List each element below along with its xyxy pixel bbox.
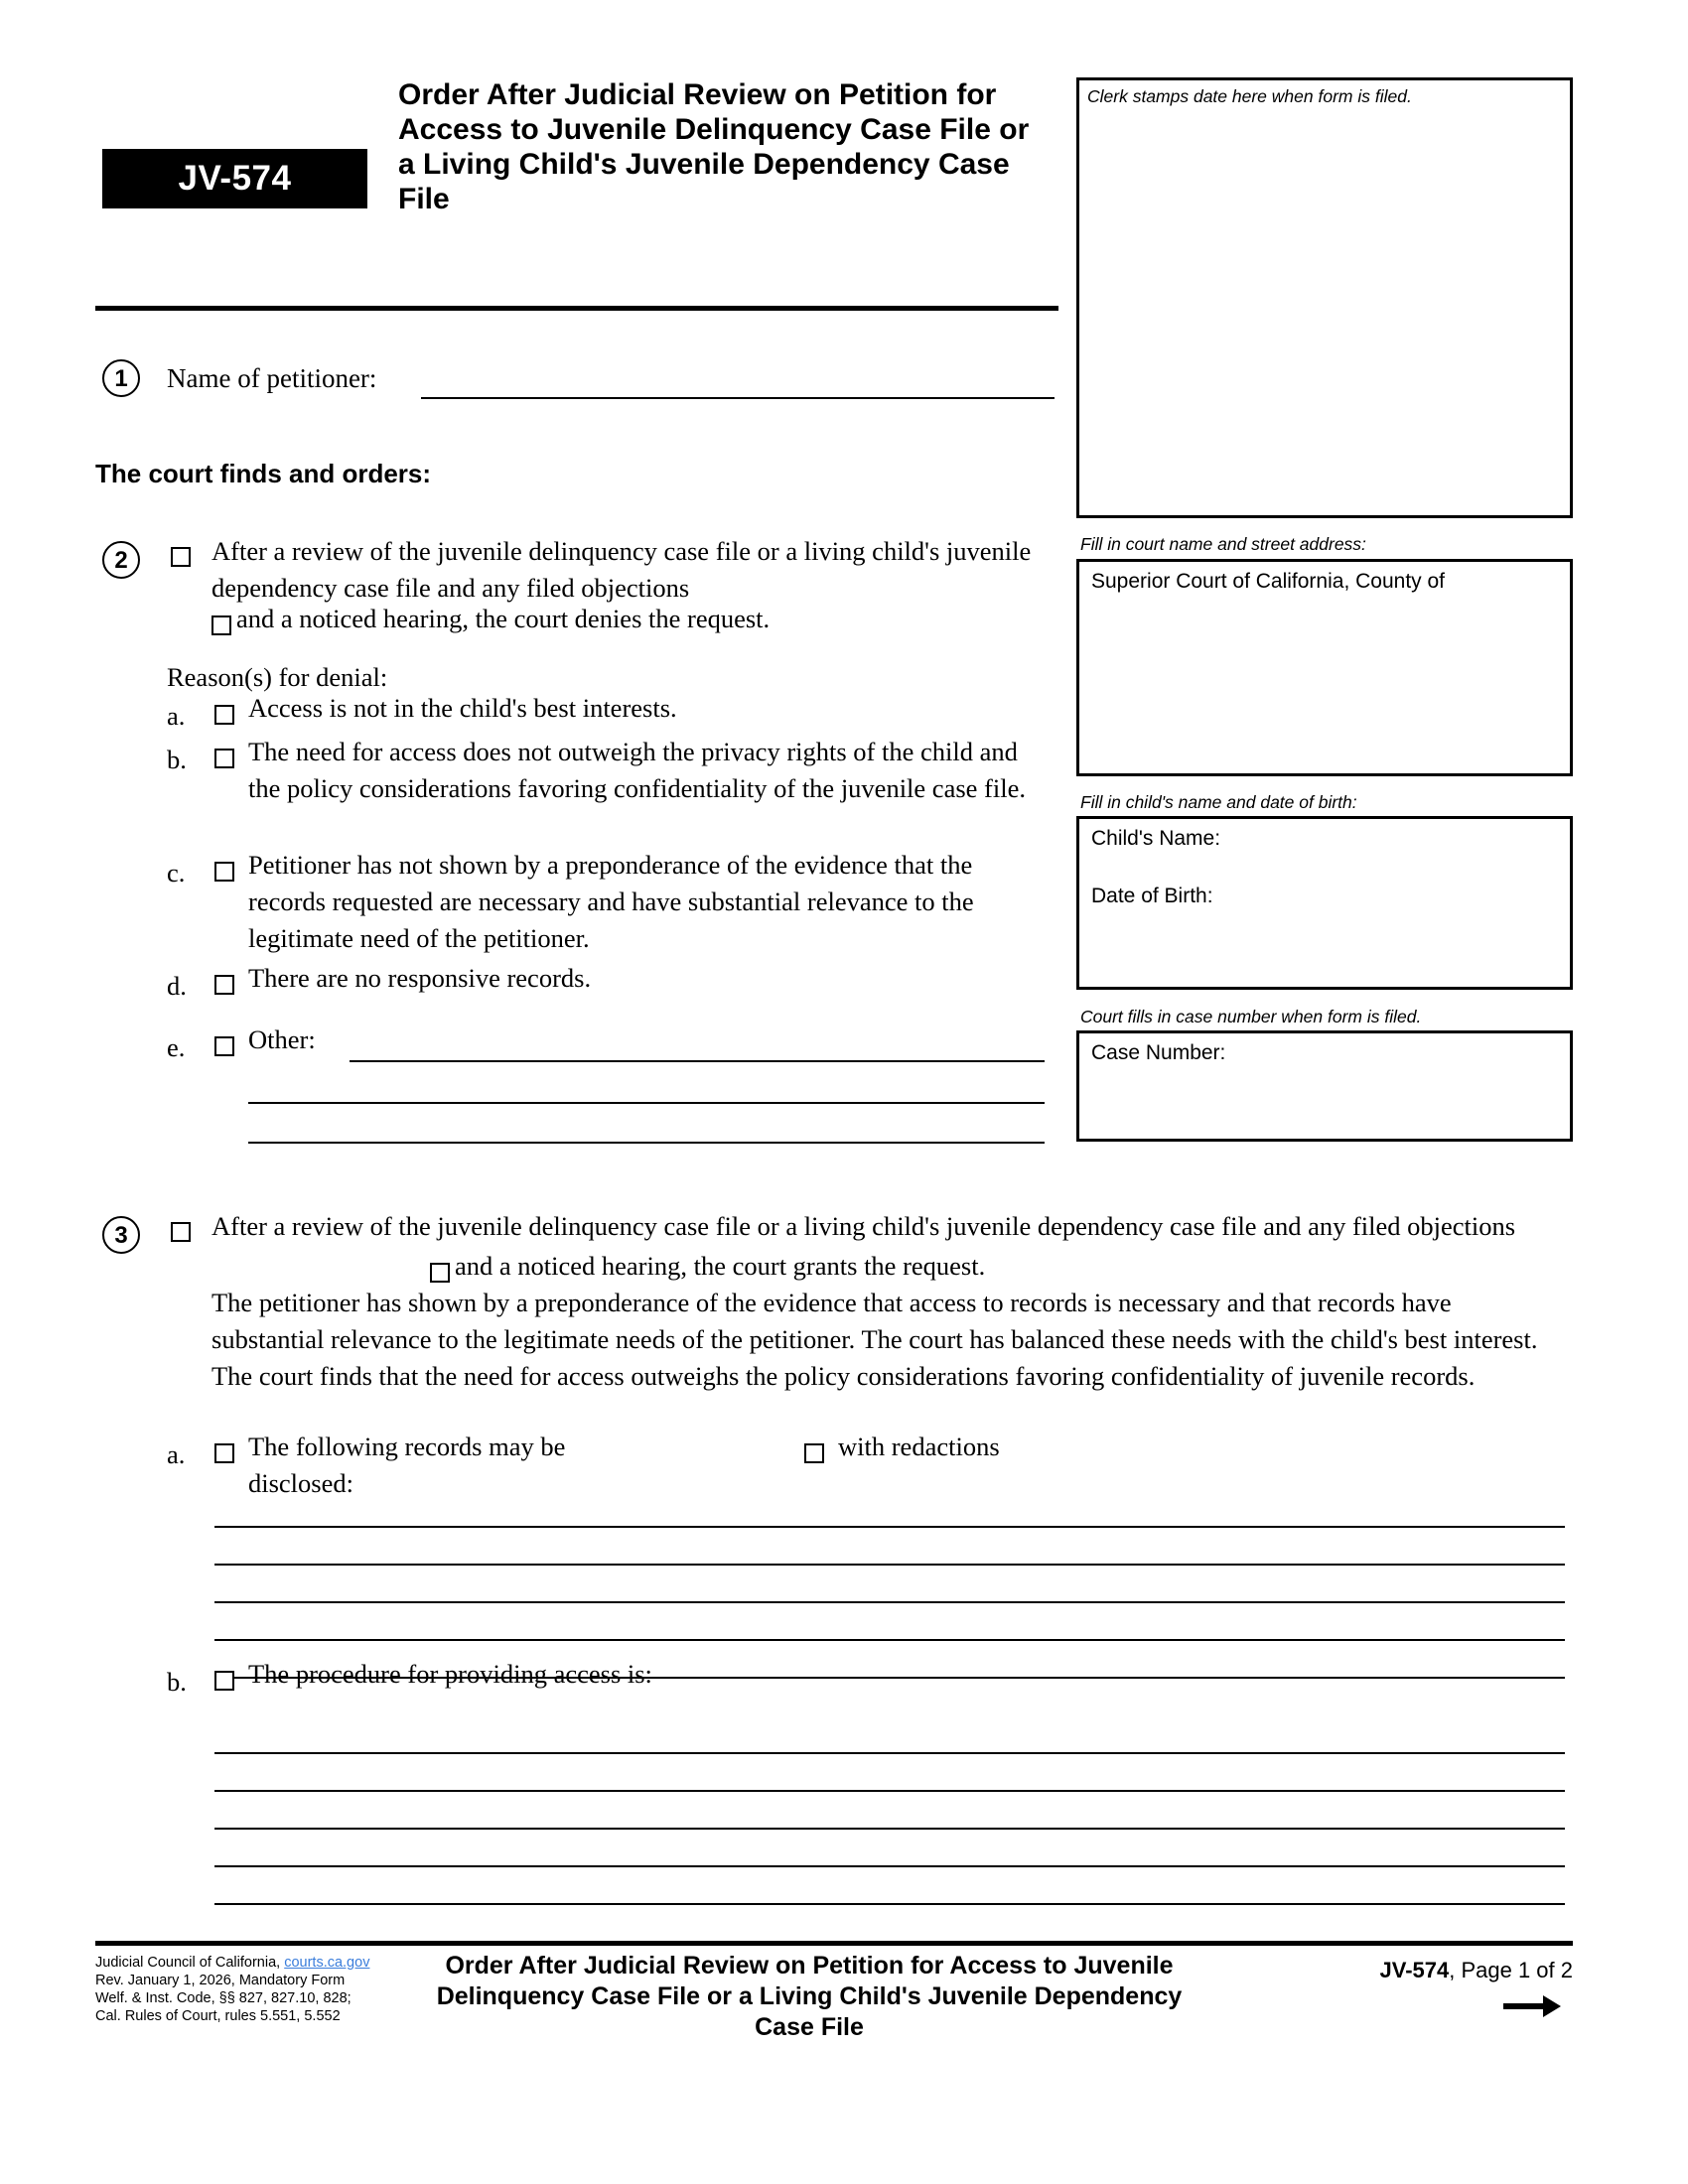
next-page-arrow-icon — [1503, 1993, 1561, 2019]
item-2b-text: The need for access does not outweigh the privacy rights of the child and the policy considerations favoring confidentiality of the juvenile case file. — [248, 737, 1026, 803]
item-3b-input-line-2[interactable] — [214, 1790, 1565, 1792]
item-2a-letter: a. — [167, 701, 186, 731]
item-2e-letter: e. — [167, 1032, 186, 1062]
item-3-paragraph: The petitioner has shown by a preponderance of the evidence that access to records is necessary and that records have substantial relevance to the legitimate needs of the petitioner. The court has balanced these needs with the child's best interest. The court finds that the need for access outweighs the policy considerations favoring confidentiality of juvenile records. — [211, 1288, 1538, 1391]
court-name-box[interactable] — [1076, 559, 1573, 776]
item-3a-input-line-2[interactable] — [214, 1564, 1565, 1566]
item-2e-input-line-3[interactable] — [248, 1142, 1045, 1144]
with-redactions-label: with redactions — [838, 1432, 1000, 1461]
case-number-box[interactable] — [1076, 1030, 1573, 1142]
item-3a-input-line-3[interactable] — [214, 1601, 1565, 1603]
item-2d-text: There are no responsive records. — [248, 963, 592, 993]
reasons-for-denial-label: Reason(s) for denial: — [167, 662, 388, 692]
footer-page-number: , Page 1 of 2 — [1449, 1958, 1573, 1982]
item-number-1: 1 — [102, 359, 140, 397]
item-2e-input-line-2[interactable] — [248, 1102, 1045, 1104]
item-2-text: After a review of the juvenile delinquency case file or a living child's juvenile dependency case file and any filed objections — [211, 536, 1032, 603]
checkbox-item-3a[interactable] — [214, 1443, 234, 1463]
checkbox-item-2d[interactable] — [214, 975, 234, 995]
item-2-subtext: and a noticed hearing, the court denies the request. — [236, 604, 771, 633]
footer-title: Order After Judicial Review on Petition for Access to Juvenile Delinquency Case File or a Living Child's Juvenile Dependency Case File — [436, 1952, 1183, 2041]
footer-form-number: JV-574 — [1379, 1958, 1450, 1982]
footer-rules-line: Cal. Rules of Court, rules 5.551, 5.552 — [95, 2008, 341, 2024]
petitioner-name-label: Name of petitioner: — [167, 363, 377, 393]
item-3-text: After a review of the juvenile delinquency case file or a living child's juvenile dependency case file and any filed objections — [211, 1211, 1516, 1241]
checkbox-with-redactions[interactable] — [804, 1443, 824, 1463]
checkbox-item-2[interactable] — [171, 547, 191, 567]
item-number-2: 2 — [102, 541, 140, 579]
child-info-box[interactable] — [1076, 816, 1573, 990]
item-3a-input-line-4[interactable] — [214, 1639, 1565, 1641]
checkbox-item-2a[interactable] — [214, 705, 234, 725]
item-3-subtext: and a noticed hearing, the court grants the request. — [455, 1251, 986, 1281]
checkbox-item-2e[interactable] — [214, 1036, 234, 1056]
child-dob-label: Date of Birth: — [1091, 885, 1213, 907]
court-finds-orders-heading: The court finds and orders: — [95, 459, 432, 488]
court-name-value: Superior Court of California, County of — [1091, 570, 1446, 593]
footer-revision-line: Rev. January 1, 2026, Mandatory Form — [95, 1973, 346, 1988]
child-name-label: Child's Name: — [1091, 827, 1221, 850]
item-3b-input-line-3[interactable] — [214, 1828, 1565, 1830]
item-3a-input-line-1[interactable] — [214, 1526, 1565, 1528]
footer-council-line — [95, 1954, 423, 1972]
item-3b-text: The procedure for providing access is: — [248, 1659, 652, 1689]
court-box-caption: Fill in court name and street address: — [1080, 534, 1366, 554]
footer-page-info — [1380, 1958, 1574, 1983]
item-2c-letter: c. — [167, 858, 186, 887]
item-2b-letter: b. — [167, 745, 187, 774]
courts-website-link[interactable]: courts.ca.gov — [284, 1955, 370, 1971]
header-divider — [95, 306, 1058, 311]
item-3b-input-line-5[interactable] — [214, 1903, 1565, 1905]
item-3a-text: The following records may be disclosed: — [248, 1432, 566, 1498]
item-2a-text: Access is not in the child's best interests. — [248, 693, 677, 723]
item-3b-input-line-4[interactable] — [214, 1865, 1565, 1867]
item-3b-letter: b. — [167, 1667, 187, 1697]
clerk-stamp-caption: Clerk stamps date here when form is filed. — [1087, 86, 1412, 106]
petitioner-name-input[interactable] — [421, 397, 1055, 399]
form-header — [95, 77, 1058, 321]
checkbox-item-2b[interactable] — [214, 749, 234, 768]
item-2e-text: Other: — [248, 1024, 316, 1054]
checkbox-item-2c[interactable] — [214, 862, 234, 882]
footer-council-text: Judicial Council of California, — [95, 1955, 285, 1971]
item-2e-input-line-1[interactable] — [350, 1060, 1045, 1062]
item-3b-input-line-1[interactable] — [214, 1752, 1565, 1754]
case-number-label: Case Number: — [1091, 1041, 1226, 1064]
checkbox-item-3b[interactable] — [214, 1671, 234, 1691]
footer-legal-block — [95, 1954, 423, 2025]
item-3a-letter: a. — [167, 1439, 186, 1469]
footer-code-line: Welf. & Inst. Code, §§ 827, 827.10, 828; — [95, 1990, 352, 2006]
checkbox-item-3[interactable] — [171, 1222, 191, 1242]
case-number-caption: Court fills in case number when form is filed. — [1080, 1007, 1422, 1026]
item-number-3: 3 — [102, 1216, 140, 1254]
child-box-caption: Fill in child's name and date of birth: — [1080, 792, 1357, 812]
footer-divider — [95, 1941, 1573, 1946]
clerk-stamp-box[interactable] — [1076, 77, 1573, 518]
checkbox-item-2-noticed-hearing[interactable] — [211, 615, 231, 635]
form-number-badge: JV-574 — [102, 149, 367, 208]
item-2c-text: Petitioner has not shown by a preponderance of the evidence that the records requested are necessary and have substantial relevance to the legitimate need of the petitioner. — [248, 850, 974, 953]
checkbox-item-3-noticed-hearing[interactable] — [430, 1263, 450, 1283]
form-title: Order After Judicial Review on Petition for Access to Juvenile Delinquency Case File or a Living Child's Juvenile Dependency Case File — [398, 78, 1030, 215]
item-2d-letter: d. — [167, 971, 187, 1001]
